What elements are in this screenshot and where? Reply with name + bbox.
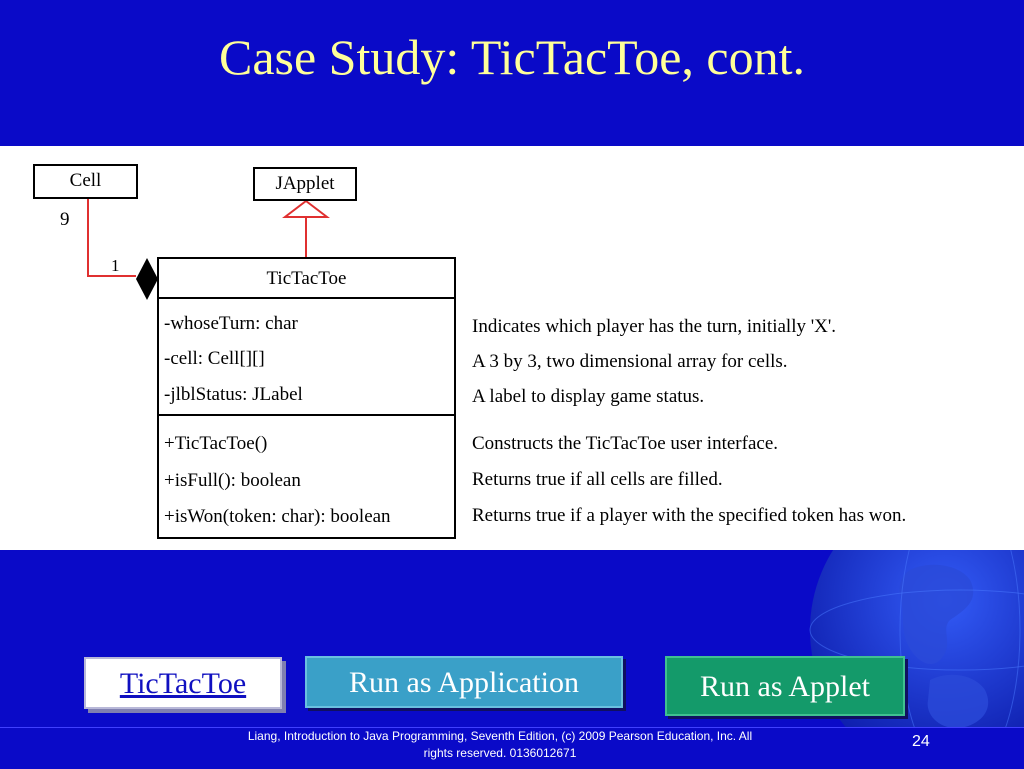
run-as-application-button[interactable]: Run as Application [305, 656, 623, 708]
footer-copyright [190, 728, 810, 762]
cell-class-box [33, 164, 138, 199]
japplet-class-box [253, 167, 357, 201]
method-is-full: +isFull(): boolean [164, 470, 301, 491]
inheritance-arrow-icon [285, 201, 327, 217]
field-jlbl-status: -jlblStatus: JLabel [164, 384, 303, 405]
slide-title: Case Study: TicTacToe, cont. [218, 29, 805, 85]
field-whose-turn: -whoseTurn: char [164, 313, 298, 334]
tictactoe-link-button[interactable]: TicTacToe [84, 657, 282, 709]
composition-diamond-icon [136, 258, 158, 300]
tictactoe-class-name: TicTacToe [266, 268, 347, 289]
note-is-full: Returns true if all cells are filled. [472, 469, 723, 490]
footer-text-line1: Liang, Introduction to Java Programming, Seventh Edition, (c) 2009 Pearson Education, Inc. All [247, 729, 753, 743]
note-whose-turn: Indicates which player has the turn, initially 'X'. [472, 316, 837, 337]
footer-text-line2: rights reserved. 0136012671 [423, 746, 577, 760]
page-number: 24 [912, 733, 930, 750]
multiplicity-tictactoe: 1 [111, 256, 120, 275]
run-as-applet-button[interactable]: Run as Applet [665, 656, 905, 716]
note-cell: A 3 by 3, two dimensional array for cells. [472, 351, 788, 372]
field-cell: -cell: Cell[][] [164, 348, 265, 369]
note-is-won: Returns true if a player with the specified token has won. [472, 505, 907, 526]
japplet-class-label: JApplet [275, 173, 335, 194]
note-jlbl-status: A label to display game status. [472, 386, 705, 407]
cell-class-label: Cell [69, 170, 102, 191]
class-name-divider [157, 297, 456, 299]
method-constructor: +TicTacToe() [164, 433, 268, 454]
fields-divider [157, 414, 456, 416]
multiplicity-cell: 9 [60, 209, 70, 230]
note-constructor: Constructs the TicTacToe user interface. [472, 433, 779, 454]
method-is-won: +isWon(token: char): boolean [164, 506, 391, 527]
